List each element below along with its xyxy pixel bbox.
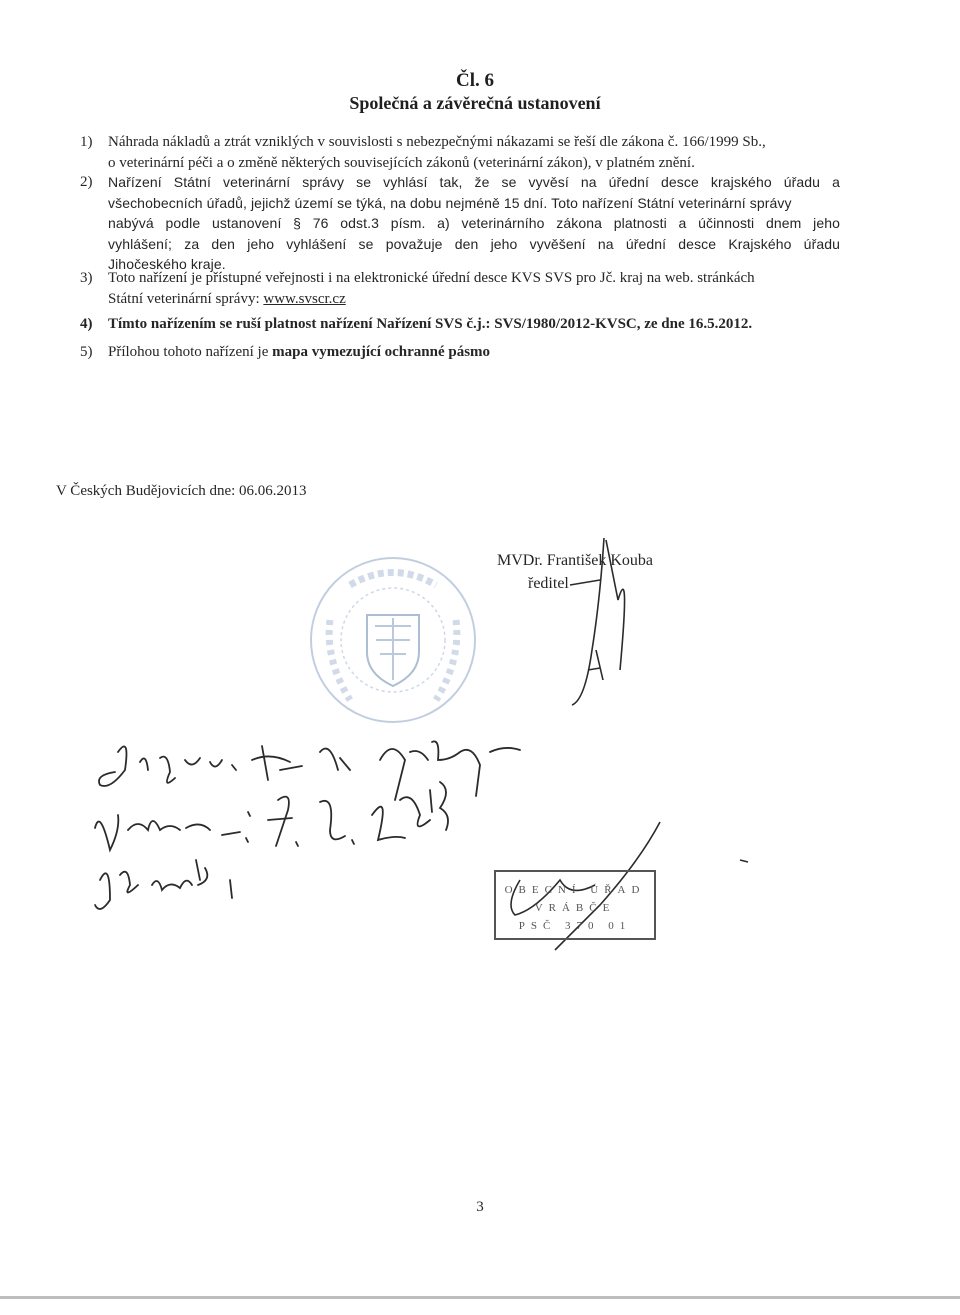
signatory-name: MVDr. František Kouba xyxy=(497,552,653,569)
item-line: nabývá podle ustanovení § 76 odst.3 písm. a) veterinárního zákona platnosti a účinnosti dnem jeho xyxy=(108,215,840,231)
item-number: 5) xyxy=(80,344,93,360)
office-stamp xyxy=(494,870,656,940)
handwritten-note xyxy=(95,741,520,909)
item-line: Nařízení Státní veterinární správy se vyhlásí tak, že se vyvěsí na úřední desce krajského úřadu a xyxy=(108,174,840,190)
office-stamp-line: VRÁBČE xyxy=(534,902,616,914)
page-number: 3 xyxy=(476,1199,484,1215)
item-text: Tímto nařízením se ruší platnost nařízení Nařízení SVS č.j.: SVS/1980/2012-KVSC, ze dne 16.5.2012. xyxy=(108,316,753,332)
official-seal xyxy=(311,558,475,722)
item-number: 4) xyxy=(80,316,93,332)
item-line: Náhrada nákladů a ztrát vzniklých v souvislosti s nebezpečnými nákazami se řeší dle zákona č. 166/1999 Sb., xyxy=(108,134,766,150)
signatory-role: ředitel xyxy=(528,575,569,592)
website-link[interactable]: www.svscr.cz xyxy=(263,290,346,307)
article-number: Čl. 6 xyxy=(456,70,494,91)
item-line: vyhlášení; za den jeho vyhlášení se považuje den jeho vyvěšení na úřední desce Krajského úřadu xyxy=(108,235,840,252)
scan-edge-line xyxy=(0,1296,960,1299)
item-line: o veterinární péči a o změně některých souvisejících zákonů (veterinární zákon), v platném znění. xyxy=(108,154,695,171)
item-text-prefix: Přílohou tohoto nařízení je xyxy=(108,344,273,360)
office-stamp-line: PSČ 370 01 xyxy=(518,920,632,932)
item-line: všechobecních úřadů, jejichž území se týká, na dobu nejméně 15 dní. Toto nařízení Státní veterinární správy xyxy=(108,194,792,211)
item-number: 1) xyxy=(80,134,93,150)
item-number: 2) xyxy=(80,174,93,190)
item-line: Jihočeského kraje. xyxy=(108,256,226,272)
office-stamp-line: OBECNÍ ÚŘAD xyxy=(504,884,646,896)
item-text-bold: mapa vymezující ochranné pásmo xyxy=(272,344,491,360)
item-line-prefix: Státní veterinární správy: xyxy=(108,290,264,307)
item-number: 3) xyxy=(80,270,93,286)
place-date: V Českých Budějovicích dne: 06.06.2013 xyxy=(56,483,307,499)
item-line: Toto nařízení je přístupné veřejnosti i na elektronické úřední desce KVS SVS pro Jč. kraj na web. stránkách xyxy=(108,270,755,286)
article-title: Společná a závěrečná ustanovení xyxy=(349,93,601,113)
